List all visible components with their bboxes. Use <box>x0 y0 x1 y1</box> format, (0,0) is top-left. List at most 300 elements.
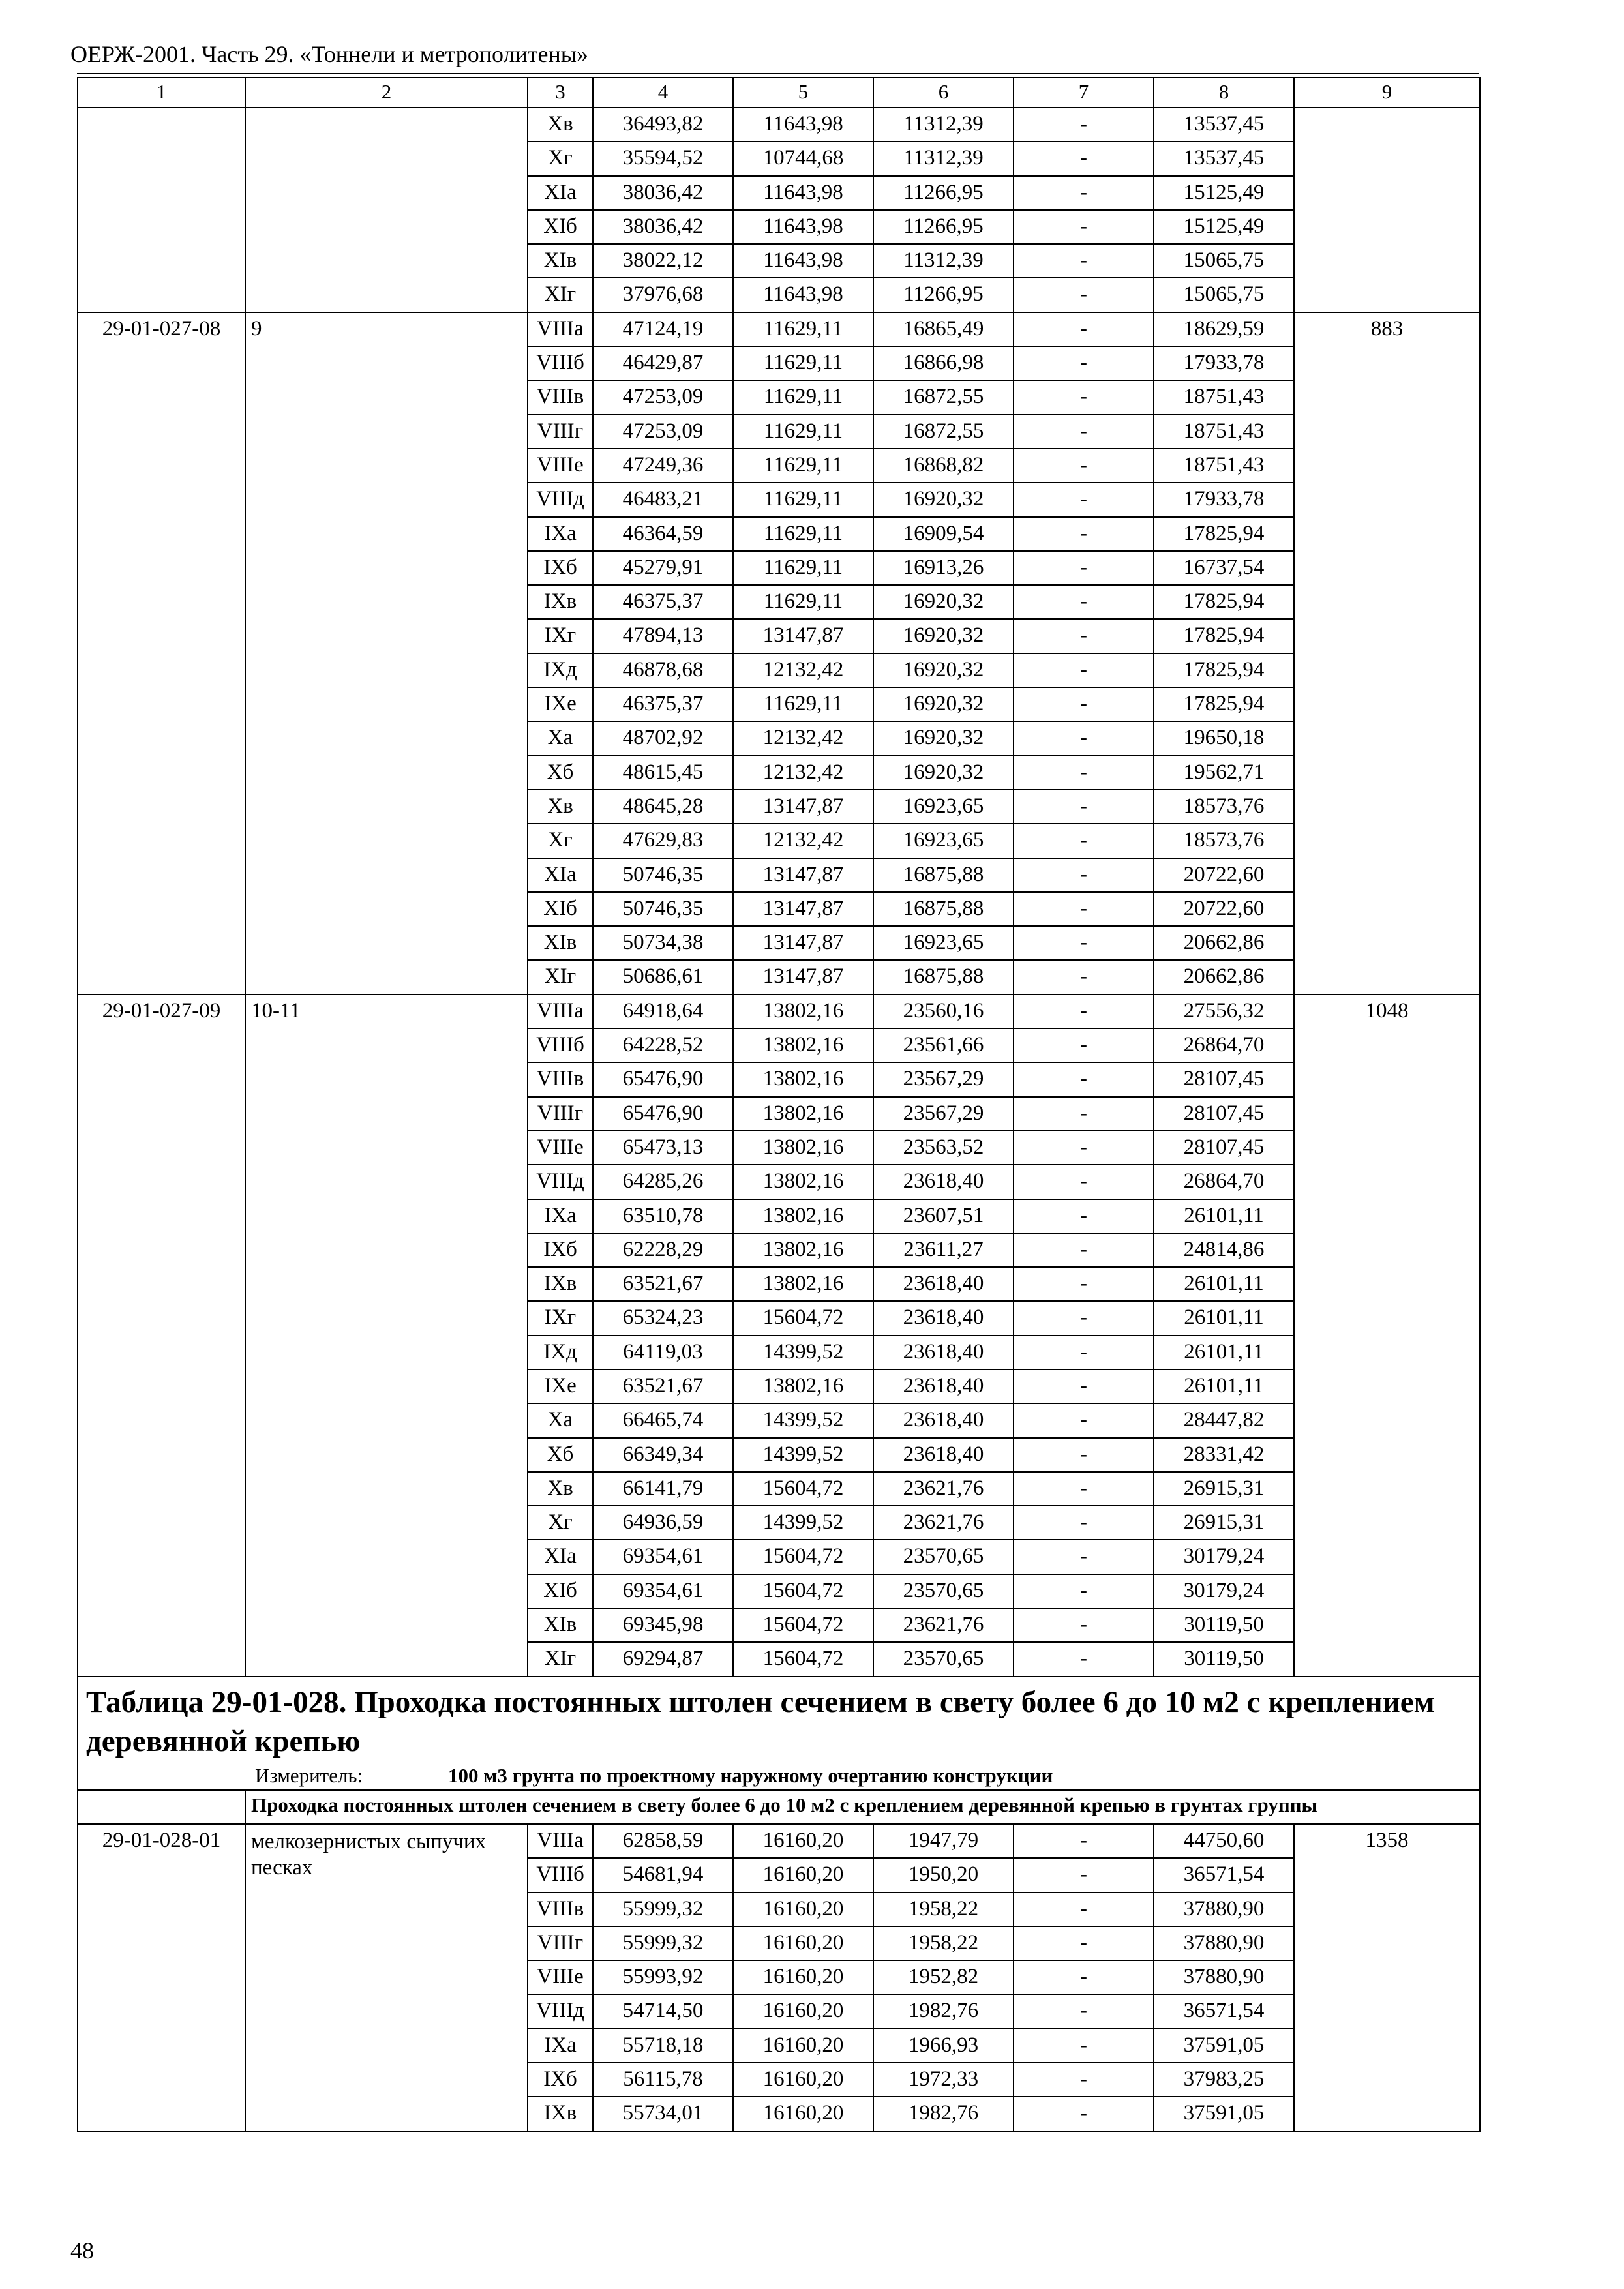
value-cell-col7: - <box>1014 1267 1154 1301</box>
value-cell-col4: 50686,61 <box>593 960 733 994</box>
value-cell-col6: 16872,55 <box>873 415 1014 449</box>
value-cell-col5: 13147,87 <box>733 960 873 994</box>
soil-group-cell: VIIIв <box>528 1062 593 1096</box>
value-cell-col6: 23618,40 <box>873 1267 1014 1301</box>
value-cell-col4: 47249,36 <box>593 449 733 483</box>
rate-code-cell: 29-01-027-09 <box>78 995 245 1677</box>
soil-group-cell: ХIг <box>528 278 593 312</box>
value-cell-col8: 36571,54 <box>1154 1994 1294 2028</box>
value-cell-col5: 15604,72 <box>733 1540 873 1574</box>
value-cell-col4: 46429,87 <box>593 346 733 380</box>
soil-group-cell: IХа <box>528 517 593 551</box>
value-cell-col6: 16923,65 <box>873 790 1014 824</box>
rate-description-cell: 9 <box>245 312 528 995</box>
rates-table <box>77 77 1481 2132</box>
value-cell-col7: - <box>1014 995 1154 1028</box>
soil-group-cell: IХд <box>528 653 593 687</box>
group-heading: Проходка постоянных штолен сечением в свету более 6 до 10 м2 с креплением деревянной крепью в грунтах группы <box>245 1790 1480 1824</box>
value-cell-col5: 12132,42 <box>733 653 873 687</box>
value-cell-col5: 14399,52 <box>733 1506 873 1540</box>
page-header: ОЕРЖ-2001. Часть 29. «Тоннели и метрополитены» <box>70 41 588 67</box>
soil-group-cell: IХв <box>528 2097 593 2131</box>
value-cell-col8: 27556,32 <box>1154 995 1294 1028</box>
value-cell-col4: 66141,79 <box>593 1472 733 1506</box>
value-cell-col6: 11266,95 <box>873 210 1014 244</box>
value-cell-col7: - <box>1014 585 1154 619</box>
value-cell-col7: - <box>1014 1301 1154 1335</box>
value-cell-col7: - <box>1014 1233 1154 1267</box>
soil-group-cell: ХIа <box>528 176 593 210</box>
value-cell-col8: 30119,50 <box>1154 1642 1294 1676</box>
value-cell-col5: 13147,87 <box>733 892 873 926</box>
value-cell-col7: - <box>1014 1097 1154 1131</box>
value-cell-col7: - <box>1014 1165 1154 1199</box>
value-cell-col8: 26915,31 <box>1154 1472 1294 1506</box>
value-cell-col7: - <box>1014 1028 1154 1062</box>
value-cell-col5: 11629,11 <box>733 551 873 585</box>
value-cell-col7: - <box>1014 1960 1154 1994</box>
value-cell-col4: 55734,01 <box>593 2097 733 2131</box>
value-cell-col7: - <box>1014 824 1154 858</box>
value-cell-col7: - <box>1014 721 1154 755</box>
value-cell-col7: - <box>1014 1574 1154 1608</box>
value-cell-col7: - <box>1014 926 1154 960</box>
value-cell-col8: 26101,11 <box>1154 1301 1294 1335</box>
column-number: 3 <box>528 78 593 108</box>
value-cell-col7: - <box>1014 380 1154 414</box>
value-cell-col8: 18751,43 <box>1154 380 1294 414</box>
table-row <box>78 312 1480 346</box>
value-cell-col7: - <box>1014 687 1154 721</box>
value-cell-col6: 16920,32 <box>873 653 1014 687</box>
value-cell-col7: - <box>1014 1858 1154 1892</box>
value-cell-col6: 1947,79 <box>873 1824 1014 1858</box>
value-cell-col6: 1952,82 <box>873 1960 1014 1994</box>
value-cell-col6: 23618,40 <box>873 1369 1014 1403</box>
value-cell-col4: 46878,68 <box>593 653 733 687</box>
value-cell-col8: 16737,54 <box>1154 551 1294 585</box>
value-cell-col6: 16872,55 <box>873 380 1014 414</box>
value-cell-col7: - <box>1014 517 1154 551</box>
value-cell-col7: - <box>1014 1062 1154 1096</box>
value-cell-col4: 66465,74 <box>593 1403 733 1437</box>
soil-group-cell: IХа <box>528 1199 593 1233</box>
value-cell-col5: 13147,87 <box>733 926 873 960</box>
value-cell-col7: - <box>1014 960 1154 994</box>
table-title-row <box>78 1677 1480 1763</box>
value-cell-col8: 37983,25 <box>1154 2063 1294 2097</box>
soil-group-cell: Хв <box>528 790 593 824</box>
value-cell-col8: 44750,60 <box>1154 1824 1294 1858</box>
value-cell-col7: - <box>1014 551 1154 585</box>
soil-group-cell: ХIа <box>528 858 593 892</box>
value-cell-col4: 50746,35 <box>593 858 733 892</box>
value-cell-col7: - <box>1014 176 1154 210</box>
value-cell-col5: 16160,20 <box>733 2029 873 2063</box>
value-cell-col8: 26101,11 <box>1154 1369 1294 1403</box>
value-cell-col5: 16160,20 <box>733 1824 873 1858</box>
value-cell-col6: 16875,88 <box>873 858 1014 892</box>
value-cell-col6: 16920,32 <box>873 721 1014 755</box>
value-cell-col4: 69354,61 <box>593 1574 733 1608</box>
value-cell-col8: 15125,49 <box>1154 210 1294 244</box>
value-cell-col8: 30119,50 <box>1154 1608 1294 1642</box>
value-cell-col8: 17825,94 <box>1154 517 1294 551</box>
value-cell-col7: - <box>1014 858 1154 892</box>
value-cell-col7: - <box>1014 415 1154 449</box>
value-cell-col7: - <box>1014 1336 1154 1369</box>
value-cell-col4: 55718,18 <box>593 2029 733 2063</box>
soil-group-cell: IХд <box>528 1336 593 1369</box>
soil-group-cell: ХIб <box>528 210 593 244</box>
value-cell-col6: 23611,27 <box>873 1233 1014 1267</box>
value-cell-col6: 16868,82 <box>873 449 1014 483</box>
header-rule <box>77 73 1479 74</box>
value-cell-col7: - <box>1014 2063 1154 2097</box>
column-number: 5 <box>733 78 873 108</box>
value-cell-col5: 11643,98 <box>733 108 873 142</box>
value-cell-col7: - <box>1014 483 1154 516</box>
soil-group-cell: VIIIе <box>528 1960 593 1994</box>
value-cell-col4: 47629,83 <box>593 824 733 858</box>
soil-group-cell: IХб <box>528 1233 593 1267</box>
value-cell-col8: 17825,94 <box>1154 653 1294 687</box>
value-cell-col6: 23567,29 <box>873 1097 1014 1131</box>
value-cell-col4: 47894,13 <box>593 619 733 653</box>
soil-group-cell: IХг <box>528 619 593 653</box>
soil-group-cell: VIIIб <box>528 1858 593 1892</box>
value-cell-col7: - <box>1014 2097 1154 2131</box>
value-cell-col7: - <box>1014 1369 1154 1403</box>
empty-cell <box>78 1790 245 1824</box>
value-cell-col8: 30179,24 <box>1154 1540 1294 1574</box>
value-cell-col8: 18751,43 <box>1154 415 1294 449</box>
table-row <box>78 1824 1480 1858</box>
value-cell-col8: 15065,75 <box>1154 278 1294 312</box>
soil-group-cell: IХе <box>528 1369 593 1403</box>
value-cell-col8: 20722,60 <box>1154 858 1294 892</box>
value-cell-col5: 16160,20 <box>733 2097 873 2131</box>
col9-cell: 883 <box>1294 312 1480 995</box>
soil-group-cell: IХв <box>528 585 593 619</box>
value-cell-col5: 15604,72 <box>733 1642 873 1676</box>
value-cell-col7: - <box>1014 1131 1154 1165</box>
measure-row <box>78 1763 1480 1790</box>
value-cell-col6: 11266,95 <box>873 176 1014 210</box>
soil-group-cell: VIIIд <box>528 1994 593 2028</box>
value-cell-col8: 13537,45 <box>1154 142 1294 175</box>
value-cell-col7: - <box>1014 756 1154 790</box>
value-cell-col4: 65476,90 <box>593 1097 733 1131</box>
value-cell-col7: - <box>1014 1472 1154 1506</box>
soil-group-cell: ХIв <box>528 244 593 278</box>
value-cell-col5: 11643,98 <box>733 278 873 312</box>
value-cell-col5: 11629,11 <box>733 517 873 551</box>
value-cell-col6: 16920,32 <box>873 483 1014 516</box>
value-cell-col4: 48615,45 <box>593 756 733 790</box>
value-cell-col8: 37880,90 <box>1154 1960 1294 1994</box>
value-cell-col5: 12132,42 <box>733 721 873 755</box>
value-cell-col8: 17825,94 <box>1154 687 1294 721</box>
value-cell-col5: 16160,20 <box>733 1926 873 1960</box>
value-cell-col6: 23618,40 <box>873 1403 1014 1437</box>
value-cell-col5: 11629,11 <box>733 312 873 346</box>
soil-group-cell: Хв <box>528 108 593 142</box>
soil-group-cell: IХб <box>528 2063 593 2097</box>
value-cell-col7: - <box>1014 1642 1154 1676</box>
value-cell-col4: 65473,13 <box>593 1131 733 1165</box>
value-cell-col5: 16160,20 <box>733 2063 873 2097</box>
value-cell-col4: 62228,29 <box>593 1233 733 1267</box>
value-cell-col8: 28107,45 <box>1154 1097 1294 1131</box>
soil-group-cell: ХIв <box>528 926 593 960</box>
value-cell-col6: 23618,40 <box>873 1301 1014 1335</box>
soil-group-cell: Хб <box>528 756 593 790</box>
value-cell-col5: 10744,68 <box>733 142 873 175</box>
soil-group-cell: VIIIв <box>528 380 593 414</box>
value-cell-col5: 13147,87 <box>733 619 873 653</box>
col9-cell: 1358 <box>1294 1824 1480 2131</box>
value-cell-col8: 17825,94 <box>1154 585 1294 619</box>
column-number: 4 <box>593 78 733 108</box>
col9-cell <box>1294 108 1480 312</box>
rate-code-cell: 29-01-027-08 <box>78 312 245 995</box>
value-cell-col6: 1958,22 <box>873 1893 1014 1926</box>
value-cell-col4: 37976,68 <box>593 278 733 312</box>
value-cell-col5: 12132,42 <box>733 824 873 858</box>
value-cell-col6: 16920,32 <box>873 756 1014 790</box>
value-cell-col5: 13802,16 <box>733 1267 873 1301</box>
value-cell-col5: 15604,72 <box>733 1301 873 1335</box>
value-cell-col4: 48702,92 <box>593 721 733 755</box>
value-cell-col4: 35594,52 <box>593 142 733 175</box>
value-cell-col7: - <box>1014 1926 1154 1960</box>
value-cell-col6: 23621,76 <box>873 1608 1014 1642</box>
value-cell-col6: 16923,65 <box>873 926 1014 960</box>
value-cell-col6: 1958,22 <box>873 1926 1014 1960</box>
value-cell-col5: 13147,87 <box>733 790 873 824</box>
value-cell-col5: 15604,72 <box>733 1574 873 1608</box>
value-cell-col8: 36571,54 <box>1154 1858 1294 1892</box>
value-cell-col8: 18573,76 <box>1154 790 1294 824</box>
value-cell-col4: 38022,12 <box>593 244 733 278</box>
measure-value: 100 м3 грунта по проектному наружному очертанию конструкции <box>448 1763 1053 1787</box>
value-cell-col7: - <box>1014 1199 1154 1233</box>
value-cell-col5: 14399,52 <box>733 1438 873 1472</box>
value-cell-col7: - <box>1014 210 1154 244</box>
value-cell-col5: 13802,16 <box>733 1369 873 1403</box>
col9-cell: 1048 <box>1294 995 1480 1677</box>
measure-label: Измеритель: <box>255 1763 363 1787</box>
value-cell-col4: 62858,59 <box>593 1824 733 1858</box>
column-number-row <box>78 78 1480 108</box>
value-cell-col6: 23570,65 <box>873 1574 1014 1608</box>
value-cell-col8: 24814,86 <box>1154 1233 1294 1267</box>
soil-group-cell: Хб <box>528 1438 593 1472</box>
value-cell-col6: 16865,49 <box>873 312 1014 346</box>
soil-group-cell: VIIIг <box>528 1926 593 1960</box>
value-cell-col6: 16909,54 <box>873 517 1014 551</box>
value-cell-col5: 16160,20 <box>733 1858 873 1892</box>
soil-group-cell: Ха <box>528 1403 593 1437</box>
column-number: 7 <box>1014 78 1154 108</box>
soil-group-cell: IХг <box>528 1301 593 1335</box>
value-cell-col5: 11643,98 <box>733 244 873 278</box>
value-cell-col4: 46375,37 <box>593 687 733 721</box>
value-cell-col6: 23570,65 <box>873 1540 1014 1574</box>
value-cell-col5: 11629,11 <box>733 415 873 449</box>
value-cell-col6: 23621,76 <box>873 1506 1014 1540</box>
value-cell-col5: 13802,16 <box>733 1097 873 1131</box>
value-cell-col8: 28331,42 <box>1154 1438 1294 1472</box>
value-cell-col7: - <box>1014 1608 1154 1642</box>
value-cell-col8: 28447,82 <box>1154 1403 1294 1437</box>
value-cell-col7: - <box>1014 2029 1154 2063</box>
value-cell-col4: 50746,35 <box>593 892 733 926</box>
value-cell-col5: 11629,11 <box>733 346 873 380</box>
soil-group-cell: VIIIг <box>528 1097 593 1131</box>
value-cell-col6: 23618,40 <box>873 1336 1014 1369</box>
soil-group-cell: VIIIв <box>528 1893 593 1926</box>
value-cell-col4: 50734,38 <box>593 926 733 960</box>
soil-group-cell: ХIв <box>528 1608 593 1642</box>
value-cell-col8: 26101,11 <box>1154 1199 1294 1233</box>
rate-code-cell <box>78 108 245 312</box>
value-cell-col4: 69294,87 <box>593 1642 733 1676</box>
value-cell-col5: 14399,52 <box>733 1336 873 1369</box>
value-cell-col4: 54681,94 <box>593 1858 733 1892</box>
value-cell-col5: 13802,16 <box>733 1062 873 1096</box>
value-cell-col8: 18573,76 <box>1154 824 1294 858</box>
value-cell-col7: - <box>1014 278 1154 312</box>
value-cell-col4: 54714,50 <box>593 1994 733 2028</box>
value-cell-col5: 13802,16 <box>733 1165 873 1199</box>
value-cell-col4: 47253,09 <box>593 380 733 414</box>
value-cell-col5: 15604,72 <box>733 1608 873 1642</box>
value-cell-col6: 23618,40 <box>873 1165 1014 1199</box>
soil-group-cell: Хг <box>528 142 593 175</box>
value-cell-col7: - <box>1014 1438 1154 1472</box>
value-cell-col5: 11629,11 <box>733 483 873 516</box>
value-cell-col8: 20662,86 <box>1154 960 1294 994</box>
rate-description-cell: 10-11 <box>245 995 528 1677</box>
soil-group-cell: VIIIг <box>528 415 593 449</box>
value-cell-col5: 13802,16 <box>733 1131 873 1165</box>
value-cell-col4: 65324,23 <box>593 1301 733 1335</box>
value-cell-col8: 26864,70 <box>1154 1165 1294 1199</box>
value-cell-col6: 23561,66 <box>873 1028 1014 1062</box>
column-number: 8 <box>1154 78 1294 108</box>
rates-table-body <box>78 78 1480 2131</box>
column-number: 6 <box>873 78 1014 108</box>
value-cell-col5: 13802,16 <box>733 995 873 1028</box>
value-cell-col8: 26101,11 <box>1154 1267 1294 1301</box>
value-cell-col8: 37591,05 <box>1154 2097 1294 2131</box>
value-cell-col5: 16160,20 <box>733 1960 873 1994</box>
rate-code-cell: 29-01-028-01 <box>78 1824 245 2131</box>
value-cell-col4: 55999,32 <box>593 1893 733 1926</box>
value-cell-col7: - <box>1014 1506 1154 1540</box>
value-cell-col6: 1972,33 <box>873 2063 1014 2097</box>
value-cell-col4: 55999,32 <box>593 1926 733 1960</box>
value-cell-col5: 15604,72 <box>733 1472 873 1506</box>
soil-group-cell: VIIIа <box>528 1824 593 1858</box>
value-cell-col6: 23621,76 <box>873 1472 1014 1506</box>
table-title: Таблица 29-01-028. Проходка постоянных штолен сечением в свету более 6 до 10 м2 с креплением деревянной крепью <box>78 1677 1480 1763</box>
value-cell-col6: 1950,20 <box>873 1858 1014 1892</box>
value-cell-col4: 46375,37 <box>593 585 733 619</box>
value-cell-col4: 64119,03 <box>593 1336 733 1369</box>
value-cell-col7: - <box>1014 653 1154 687</box>
value-cell-col5: 13802,16 <box>733 1233 873 1267</box>
soil-group-cell: Хг <box>528 1506 593 1540</box>
value-cell-col8: 17825,94 <box>1154 619 1294 653</box>
value-cell-col8: 13537,45 <box>1154 108 1294 142</box>
value-cell-col5: 14399,52 <box>733 1403 873 1437</box>
value-cell-col6: 16920,32 <box>873 687 1014 721</box>
value-cell-col5: 11629,11 <box>733 687 873 721</box>
value-cell-col8: 37591,05 <box>1154 2029 1294 2063</box>
value-cell-col7: - <box>1014 619 1154 653</box>
table-row <box>78 995 1480 1028</box>
value-cell-col4: 36493,82 <box>593 108 733 142</box>
soil-group-cell: VIIIд <box>528 483 593 516</box>
value-cell-col4: 69354,61 <box>593 1540 733 1574</box>
value-cell-col5: 11643,98 <box>733 210 873 244</box>
value-cell-col4: 46483,21 <box>593 483 733 516</box>
soil-group-cell: ХIб <box>528 892 593 926</box>
soil-group-cell: Хг <box>528 824 593 858</box>
value-cell-col8: 26864,70 <box>1154 1028 1294 1062</box>
group-heading-row <box>78 1790 1480 1824</box>
value-cell-col8: 17933,78 <box>1154 346 1294 380</box>
soil-group-cell: IХб <box>528 551 593 585</box>
value-cell-col5: 16160,20 <box>733 1994 873 2028</box>
value-cell-col5: 11629,11 <box>733 585 873 619</box>
value-cell-col7: - <box>1014 1824 1154 1858</box>
value-cell-col6: 11312,39 <box>873 244 1014 278</box>
value-cell-col6: 16920,32 <box>873 619 1014 653</box>
soil-group-cell: Ха <box>528 721 593 755</box>
value-cell-col6: 16875,88 <box>873 960 1014 994</box>
value-cell-col8: 30179,24 <box>1154 1574 1294 1608</box>
measure-cell <box>78 1763 1480 1790</box>
value-cell-col6: 1966,93 <box>873 2029 1014 2063</box>
value-cell-col8: 18629,59 <box>1154 312 1294 346</box>
value-cell-col8: 15065,75 <box>1154 244 1294 278</box>
value-cell-col8: 18751,43 <box>1154 449 1294 483</box>
value-cell-col8: 19562,71 <box>1154 756 1294 790</box>
value-cell-col8: 19650,18 <box>1154 721 1294 755</box>
value-cell-col6: 16913,26 <box>873 551 1014 585</box>
value-cell-col4: 66349,34 <box>593 1438 733 1472</box>
value-cell-col4: 65476,90 <box>593 1062 733 1096</box>
value-cell-col8: 37880,90 <box>1154 1926 1294 1960</box>
value-cell-col7: - <box>1014 1540 1154 1574</box>
value-cell-col4: 63521,67 <box>593 1369 733 1403</box>
value-cell-col7: - <box>1014 346 1154 380</box>
soil-group-cell: ХIг <box>528 960 593 994</box>
soil-group-cell: Хв <box>528 1472 593 1506</box>
value-cell-col6: 16866,98 <box>873 346 1014 380</box>
soil-group-cell: VIIIе <box>528 449 593 483</box>
table-row <box>78 108 1480 142</box>
value-cell-col4: 38036,42 <box>593 210 733 244</box>
value-cell-col4: 55993,92 <box>593 1960 733 1994</box>
value-cell-col8: 28107,45 <box>1154 1062 1294 1096</box>
value-cell-col8: 37880,90 <box>1154 1893 1294 1926</box>
value-cell-col6: 23607,51 <box>873 1199 1014 1233</box>
